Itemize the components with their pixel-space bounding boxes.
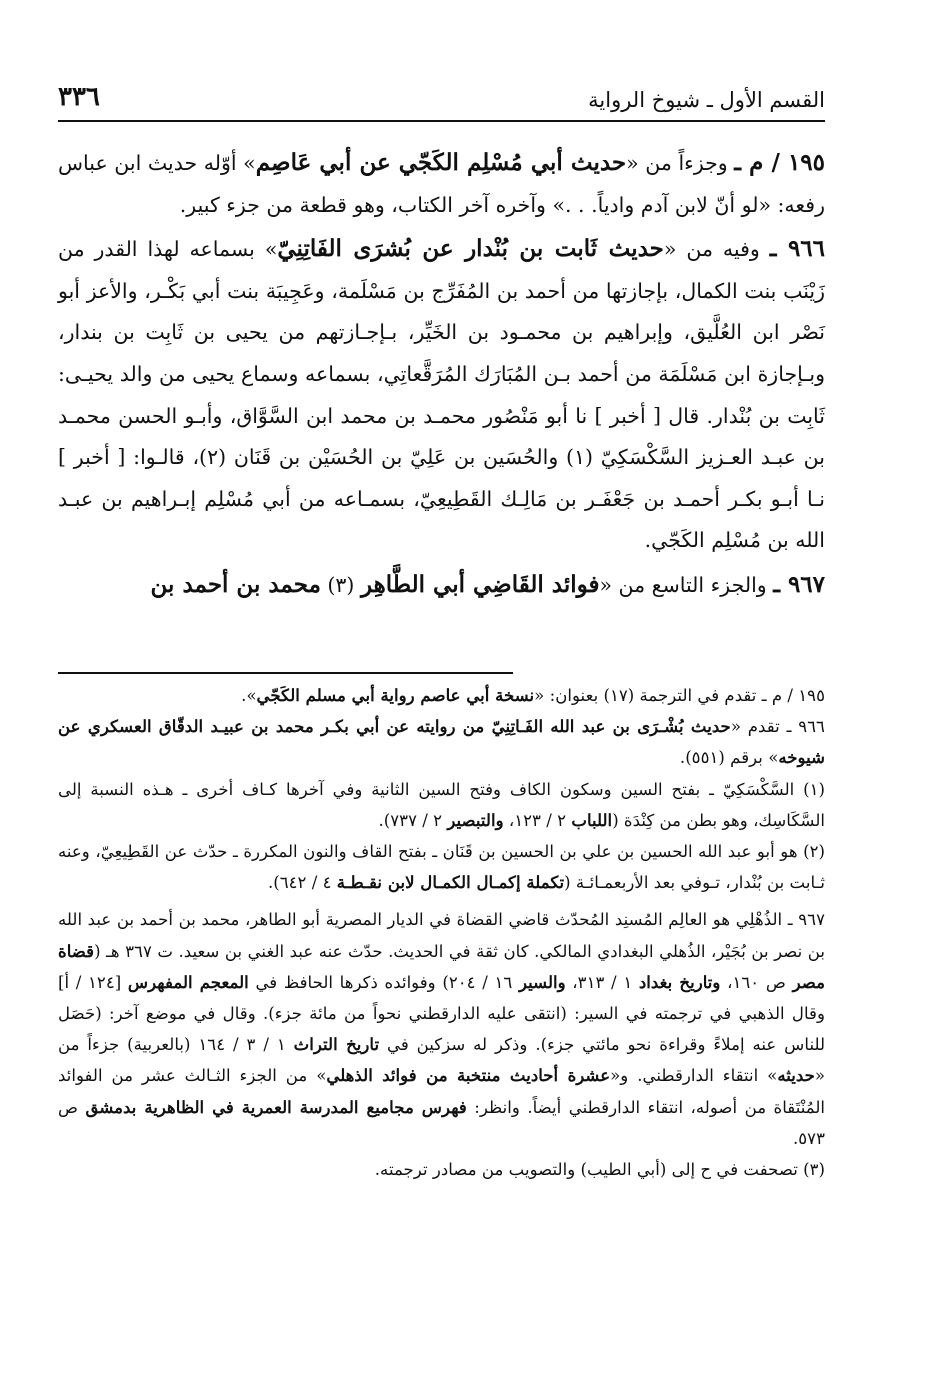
entry-text: وفيه من «	[663, 237, 770, 262]
note-text: [١٢٤ / أ] وقال الذهبي في ترجمته في السير: (انتقى عليه الدارقطني نحواً من مائة جزء). وقال في موضع آخر: (حَصَل للناس عنه إملاءً وقراءة نحو مائتي جزء). وذكر له سزكين في	[58, 972, 826, 1055]
footnote-separator	[58, 672, 513, 674]
entry-195	[58, 142, 825, 226]
entry-text: » بسماعه لهذا القدر من زَيْنَب بنت الكمال، بإجازتها من أحمد بن المُفَرِّج بن مَسْلَمة، وعَجِيبَة بنت أبي بَكْـر، والأعز أبو نَصْر ابن العُلَّيق، وإبراهيم بن محمـود بن الخَيِّر، بـإجـازتهم من يحيى بن ثَابِت بن بندار، وبـإجازة ابن مَسْلَمَة من أحمد بـن المُبَارَك المُرَقَّعاتِي، بسماعه وسماع يحيى من والد يحيـى: ثَابِت بن بُنْدار. قال [ أخبر ] نا أبو مَنْصُور محمـد بن محمد ابن السَّوَّاق، وأبـو الحسن محمـد بن عبـد العـزيز السَّكْسَكِيّ (١) والحُسَين بن عَلِيّ بن الحُسَيْن بن قَنَان (٢)، قالـوا: [ أخبر ] نـا أبـو بكـر أحمـد بن جَعْفَـر بن مَالِـك القَطِيعِيّ، بسمـاعه من أبي مُسْلِم إبـراهيم بن عبـد الله بن مُسْلِم الكَجّي.	[58, 237, 825, 553]
entry-number: ٩٦٦ ـ	[769, 235, 825, 263]
entry-text: » أوّله حديث ابن عباس رفعه: «لو أنّ لابن آدم وادياً. . .» وآخره آخر الكتاب، وهو قطعة من جزء كبير.	[58, 151, 825, 217]
note-text: (١) السَّكْسَكِيّ ـ بفتح السين وسكون الكاف وفتح السين الثانية وفي آخرها كـاف أخرى ـ هـذه النسبة إلى السَّكَاسِك، وهو بطن من كِنْدَة (	[58, 779, 825, 830]
note-text: ٤ / ٦٤٢).	[267, 873, 337, 893]
note-text: ص ٥٧٣.	[58, 1097, 825, 1148]
note-text: ص ١٦٠،	[720, 972, 793, 992]
entry-967	[58, 564, 825, 607]
note-bold: اللباب	[571, 809, 613, 830]
note-966	[58, 711, 825, 773]
note-text: » من الجزء الثـالث عشر من الفوائد المُنْتَقاة من أصوله، انتقاء الدارقطني أيضاً. وانظر:	[58, 1066, 825, 1117]
main-text	[58, 142, 825, 607]
entry-text: وجزءاً من «	[626, 151, 735, 175]
entry-text: محمد بن أحمد بن	[150, 570, 321, 598]
note-bold: فهرس مجاميع المدرسة العمرية في الظاهرية بدمشق	[85, 1096, 467, 1117]
entry-966	[58, 228, 825, 562]
note-bold: تكملة إكمـال الكمـال لابن نقـطـة	[336, 872, 565, 893]
note-text: ».	[241, 686, 257, 705]
running-title: القسم الأول ـ شيوخ الرواية	[588, 88, 825, 112]
note-bold: قضاة مصر	[58, 940, 825, 992]
entry-number: ٩٦٧ ـ	[773, 570, 825, 598]
note-text: ١ / ٣١٣،	[565, 972, 639, 992]
note-bold: حديثه	[777, 1065, 815, 1086]
note-text: (٢) هو أبو عبد الله الحسين بن علي بن الحسين بن قَنَان ـ بفتح القاف والنون المكررة ـ حدّث عن القَطِيعِيّ، وعنه ثـابت بن بُنْدار، تـوفي بعد الأربعمـائـة (	[58, 842, 825, 893]
footnote-1	[58, 774, 825, 836]
note-bold: وتاريخ بغداد	[638, 971, 721, 992]
note-text: » انتقاء الدارقطني. و«	[610, 1066, 778, 1086]
note-bold: المعجم المفهرس	[127, 971, 249, 992]
footnote-marker: (٣)	[320, 572, 361, 597]
entry-title: فوائد القَاضِي أبي الطَّاهِر	[360, 570, 600, 598]
note-text: ٢ / ١٢٣،	[503, 810, 572, 830]
note-bold: والسير	[518, 971, 566, 992]
footnote-3: (٣) تصحفت في ح إلى (أبي الطيب) والتصويب من مصادر ترجمته.	[374, 1160, 825, 1180]
note-text: ١٩٥ / م ـ تقدم في الترجمة (١٧) بعنوان: «	[534, 686, 825, 705]
page-number: ٣٣٦	[58, 82, 100, 112]
note-text: ١ / ٣ / ١٦٤ (بالعربية) جزءاً من «	[58, 1035, 825, 1086]
note-text: » برقم (٥٥١).	[679, 748, 779, 768]
footnotes	[58, 680, 825, 1185]
entry-text: والجزء التاسع من «	[599, 572, 774, 597]
note-195	[58, 680, 825, 711]
entry-title: حديث أبي مُسْلِم الكَجّي عن أبي عَاصِم	[255, 149, 627, 176]
note-bold: تاريخ التراث	[293, 1034, 380, 1055]
entry-number: ١٩٥ / م ـ	[734, 149, 826, 176]
page-header	[58, 68, 825, 122]
entry-title: حديث ثَابت بن بُنْدار عن بُشرَى الفَاتِنِيّ	[277, 235, 664, 263]
note-967	[58, 904, 825, 1154]
note-bold: حديث بُشْـرَى بن عبد الله الفَـاتِنِيّ من روايته عن أبي بكـر محمد بن عبيـد الدقّاق العسكري عن شيوخه	[58, 716, 825, 768]
note-text: ٩٦٧ ـ الذُهْلِي هو العالِم المُسنِد المُحدّث قاضي القضاة في الديار المصرية أبو الطاهر، محمد بن أحمد بن عبد الله بن نصر بن بُجَيْر، الذُهلي البغدادي المالكي. كان ثقة في الحديث. حدّث عنه عبد الغني بن سعيد. ت ٣٦٧ هـ (	[58, 910, 825, 961]
note-bold: نسخة أبي عاصم رواية أبي مسلم الكَجّي	[256, 685, 535, 705]
note-text: ٩٦٦ ـ تقدم «	[730, 717, 825, 737]
note-bold: والتبصير	[447, 809, 504, 830]
note-text: ٢ / ٧٣٧).	[378, 810, 448, 830]
note-text: ١٦ / ٢٠٤) وفوائده ذكرها الحافظ في	[248, 972, 519, 992]
note-bold: عشرة أحاديث منتخبة من فوائد الذهلي	[326, 1065, 611, 1086]
footnote-2	[58, 836, 825, 898]
